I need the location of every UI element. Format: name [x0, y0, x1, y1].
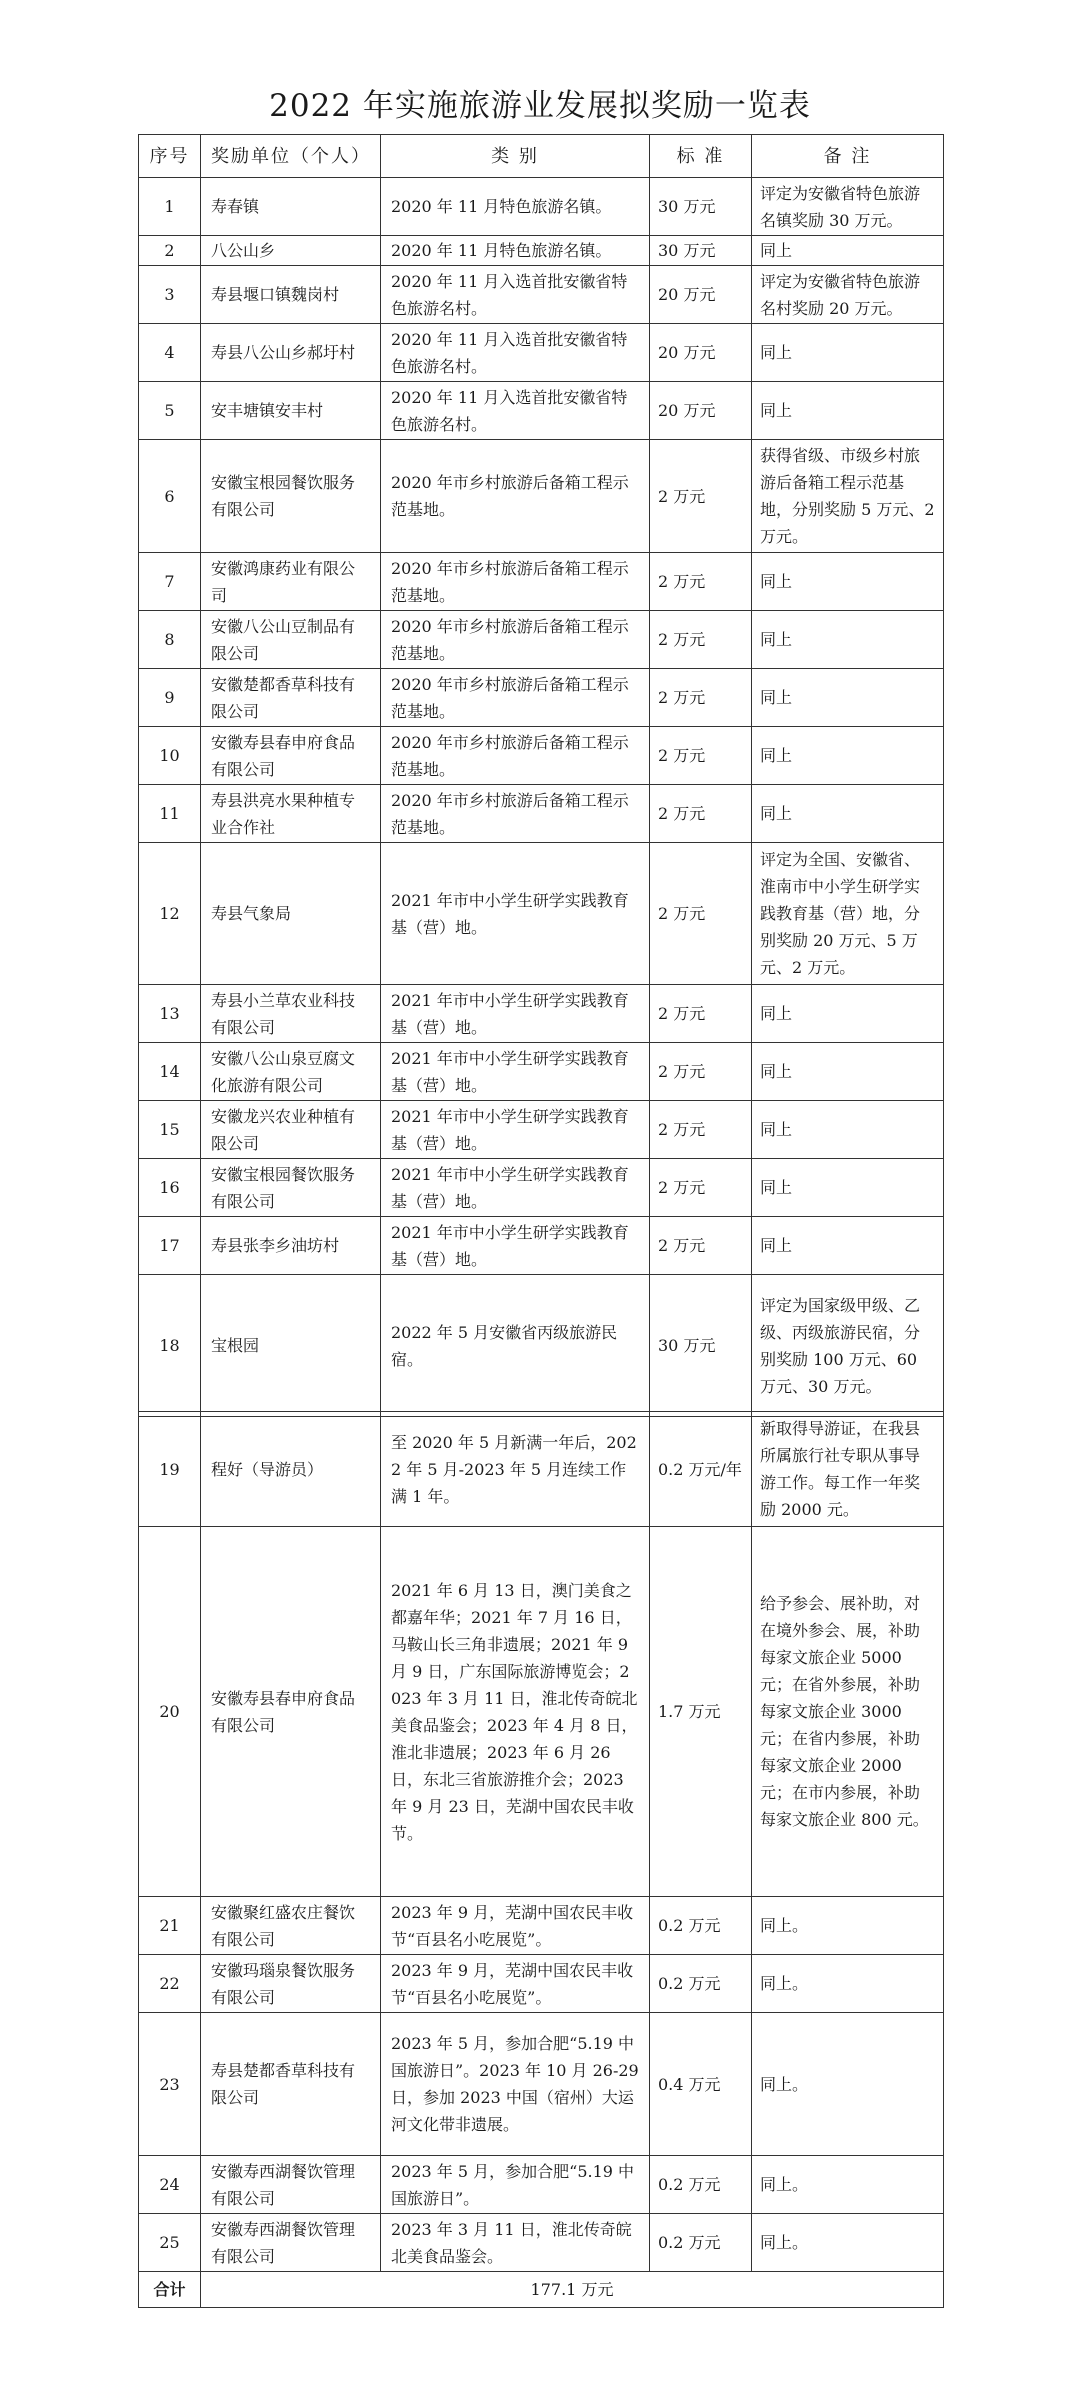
row-remark: 同上 — [752, 785, 944, 843]
table-row — [139, 440, 944, 553]
row-unit: 寿县气象局 — [201, 843, 381, 985]
table-row — [139, 1101, 944, 1159]
row-category: 2023 年 9 月，芜湖中国农民丰收节“百县名小吃展览”。 — [381, 1955, 650, 2013]
header-unit: 奖励单位（个人） — [201, 135, 381, 178]
row-no: 10 — [139, 727, 201, 785]
row-category: 2020 年市乡村旅游后备箱工程示范基地。 — [381, 785, 650, 843]
award-table-part-1 — [138, 134, 944, 1417]
row-no: 18 — [139, 1275, 201, 1417]
row-unit: 安丰塘镇安丰村 — [201, 382, 381, 440]
row-category: 2020 年 11 月入选首批安徽省特色旅游名村。 — [381, 266, 650, 324]
table-row — [139, 843, 944, 985]
award-table-part-2 — [138, 1411, 944, 2308]
row-remark: 同上 — [752, 553, 944, 611]
row-category: 2023 年 3 月 11 日，淮北传奇皖北美食品鉴会。 — [381, 2214, 650, 2272]
row-standard: 2 万元 — [650, 553, 752, 611]
row-unit: 寿县张李乡油坊村 — [201, 1217, 381, 1275]
row-unit: 安徽龙兴农业种植有限公司 — [201, 1101, 381, 1159]
row-category: 2020 年 11 月特色旅游名镇。 — [381, 236, 650, 266]
table-row — [139, 1897, 944, 1955]
row-unit: 安徽寿县春申府食品有限公司 — [201, 727, 381, 785]
row-remark: 新取得导游证，在我县所属旅行社专职从事导游工作。每工作一年奖励 2000 元。 — [752, 1412, 944, 1527]
row-category: 2020 年 11 月入选首批安徽省特色旅游名村。 — [381, 324, 650, 382]
row-remark: 同上 — [752, 669, 944, 727]
row-no: 13 — [139, 985, 201, 1043]
row-no: 4 — [139, 324, 201, 382]
row-no: 9 — [139, 669, 201, 727]
row-standard: 2 万元 — [650, 1217, 752, 1275]
row-standard: 0.2 万元/年 — [650, 1412, 752, 1527]
table-row — [139, 178, 944, 236]
row-remark: 评定为安徽省特色旅游名村奖励 20 万元。 — [752, 266, 944, 324]
row-standard: 0.2 万元 — [650, 2156, 752, 2214]
row-remark: 同上 — [752, 1217, 944, 1275]
row-unit: 寿县堰口镇魏岗村 — [201, 266, 381, 324]
table-row — [139, 1527, 944, 1897]
table-row — [139, 236, 944, 266]
row-remark: 同上 — [752, 324, 944, 382]
row-unit: 安徽聚红盛农庄餐饮有限公司 — [201, 1897, 381, 1955]
row-remark: 同上 — [752, 985, 944, 1043]
row-no: 19 — [139, 1412, 201, 1527]
row-unit: 安徽宝根园餐饮服务有限公司 — [201, 440, 381, 553]
row-standard: 2 万元 — [650, 785, 752, 843]
row-standard: 2 万元 — [650, 611, 752, 669]
row-unit: 安徽鸿康药业有限公司 — [201, 553, 381, 611]
row-remark: 同上。 — [752, 1955, 944, 2013]
row-category: 2020 年 11 月特色旅游名镇。 — [381, 178, 650, 236]
row-unit: 安徽楚都香草科技有限公司 — [201, 669, 381, 727]
row-standard: 2 万元 — [650, 669, 752, 727]
row-category: 2021 年市中小学生研学实践教育基（营）地。 — [381, 1159, 650, 1217]
row-category: 2021 年市中小学生研学实践教育基（营）地。 — [381, 1217, 650, 1275]
row-standard: 2 万元 — [650, 1101, 752, 1159]
total-value: 177.1 万元 — [201, 2272, 944, 2308]
row-unit: 寿县洪亮水果种植专业合作社 — [201, 785, 381, 843]
table-header-row — [139, 135, 944, 178]
row-unit: 安徽寿县春申府食品有限公司 — [201, 1527, 381, 1897]
row-no: 1 — [139, 178, 201, 236]
row-no: 21 — [139, 1897, 201, 1955]
row-unit: 寿县小兰草农业科技有限公司 — [201, 985, 381, 1043]
row-unit: 安徽八公山泉豆腐文化旅游有限公司 — [201, 1043, 381, 1101]
row-no: 11 — [139, 785, 201, 843]
row-no: 25 — [139, 2214, 201, 2272]
row-no: 14 — [139, 1043, 201, 1101]
row-standard: 20 万元 — [650, 324, 752, 382]
row-no: 23 — [139, 2013, 201, 2156]
row-unit: 宝根园 — [201, 1275, 381, 1417]
row-category: 2021 年 6 月 13 日，澳门美食之都嘉年华；2021 年 7 月 16 日，马鞍山长三角非遗展；2021 年 9 月 9 日，广东国际旅游博览会；2023 年 3 月 11 日，淮北传奇皖北美食品鉴会；2023 年 4 月 8 日，淮北非遗展；2023 年 6 月 26 日，东北三省旅游推介会；2023 年 9 月 23 日，芜湖中国农民丰收节。 — [381, 1527, 650, 1897]
table-row — [139, 324, 944, 382]
table-row — [139, 553, 944, 611]
table-row — [139, 1217, 944, 1275]
row-category: 2020 年市乡村旅游后备箱工程示范基地。 — [381, 611, 650, 669]
table-row — [139, 1043, 944, 1101]
row-no: 22 — [139, 1955, 201, 2013]
row-standard: 30 万元 — [650, 1275, 752, 1417]
row-no: 2 — [139, 236, 201, 266]
row-unit: 安徽寿西湖餐饮管理有限公司 — [201, 2214, 381, 2272]
table-row — [139, 2013, 944, 2156]
table-row — [139, 985, 944, 1043]
row-standard: 2 万元 — [650, 843, 752, 985]
row-remark: 评定为安徽省特色旅游名镇奖励 30 万元。 — [752, 178, 944, 236]
row-standard: 2 万元 — [650, 1159, 752, 1217]
row-standard: 20 万元 — [650, 382, 752, 440]
header-remark: 备 注 — [752, 135, 944, 178]
table-row — [139, 727, 944, 785]
header-no: 序号 — [139, 135, 201, 178]
row-category: 2020 年 11 月入选首批安徽省特色旅游名村。 — [381, 382, 650, 440]
row-remark: 同上。 — [752, 1897, 944, 1955]
row-category: 2023 年 5 月，参加合肥“5.19 中国旅游日”。 — [381, 2156, 650, 2214]
row-category: 至 2020 年 5 月新满一年后，2022 年 5 月-2023 年 5 月连续工作满 1 年。 — [381, 1412, 650, 1527]
row-category: 2023 年 9 月，芜湖中国农民丰收节“百县名小吃展览”。 — [381, 1897, 650, 1955]
row-remark: 同上。 — [752, 2156, 944, 2214]
row-remark: 同上 — [752, 727, 944, 785]
row-remark: 同上 — [752, 1043, 944, 1101]
row-remark: 给予参会、展补助，对在境外参会、展，补助每家文旅企业 5000 元；在省外参展，补助每家文旅企业 3000 元；在省内参展，补助每家文旅企业 2000 元；在市内参展，补助每家文旅企业 800 元。 — [752, 1527, 944, 1897]
row-unit: 程好（导游员） — [201, 1412, 381, 1527]
row-unit: 八公山乡 — [201, 236, 381, 266]
total-row — [139, 2272, 944, 2308]
row-remark: 同上。 — [752, 2013, 944, 2156]
row-standard: 2 万元 — [650, 727, 752, 785]
row-no: 24 — [139, 2156, 201, 2214]
row-remark: 同上 — [752, 1101, 944, 1159]
row-unit: 安徽宝根园餐饮服务有限公司 — [201, 1159, 381, 1217]
row-standard: 0.2 万元 — [650, 2214, 752, 2272]
table-row — [139, 1275, 944, 1417]
table-row — [139, 1955, 944, 2013]
table-row — [139, 2156, 944, 2214]
row-unit: 寿县楚都香草科技有限公司 — [201, 2013, 381, 2156]
row-no: 5 — [139, 382, 201, 440]
row-standard: 30 万元 — [650, 178, 752, 236]
row-standard: 0.4 万元 — [650, 2013, 752, 2156]
row-no: 8 — [139, 611, 201, 669]
row-category: 2020 年市乡村旅游后备箱工程示范基地。 — [381, 440, 650, 553]
table-row — [139, 2214, 944, 2272]
row-no: 12 — [139, 843, 201, 985]
row-unit: 寿县八公山乡郝圩村 — [201, 324, 381, 382]
table-row — [139, 382, 944, 440]
row-remark: 获得省级、市级乡村旅游后备箱工程示范基地，分别奖励 5 万元、2 万元。 — [752, 440, 944, 553]
total-label: 合计 — [139, 2272, 201, 2308]
row-no: 17 — [139, 1217, 201, 1275]
table-row — [139, 266, 944, 324]
row-standard: 0.2 万元 — [650, 1897, 752, 1955]
row-remark: 同上。 — [752, 2214, 944, 2272]
row-standard: 2 万元 — [650, 440, 752, 553]
table-row — [139, 611, 944, 669]
row-category: 2020 年市乡村旅游后备箱工程示范基地。 — [381, 553, 650, 611]
header-category: 类 别 — [381, 135, 650, 178]
row-standard: 2 万元 — [650, 985, 752, 1043]
row-remark: 评定为国家级甲级、乙级、丙级旅游民宿，分别奖励 100 万元、60 万元、30 万元。 — [752, 1275, 944, 1417]
table-row — [139, 669, 944, 727]
row-remark: 同上 — [752, 611, 944, 669]
row-unit: 寿春镇 — [201, 178, 381, 236]
row-remark: 同上 — [752, 1159, 944, 1217]
row-unit: 安徽玛瑙泉餐饮服务有限公司 — [201, 1955, 381, 2013]
header-standard: 标 准 — [650, 135, 752, 178]
table-row — [139, 1159, 944, 1217]
row-unit: 安徽寿西湖餐饮管理有限公司 — [201, 2156, 381, 2214]
row-standard: 0.2 万元 — [650, 1955, 752, 2013]
row-category: 2023 年 5 月，参加合肥“5.19 中国旅游日”。2023 年 10 月 26-29 日，参加 2023 中国（宿州）大运河文化带非遗展。 — [381, 2013, 650, 2156]
row-unit: 安徽八公山豆制品有限公司 — [201, 611, 381, 669]
row-remark: 同上 — [752, 236, 944, 266]
row-no: 15 — [139, 1101, 201, 1159]
row-remark: 评定为全国、安徽省、淮南市中小学生研学实践教育基（营）地，分别奖励 20 万元、5 万元、2 万元。 — [752, 843, 944, 985]
page-title: 2022 年实施旅游业发展拟奖励一览表 — [269, 88, 811, 124]
row-remark: 同上 — [752, 382, 944, 440]
row-no: 3 — [139, 266, 201, 324]
row-category: 2021 年市中小学生研学实践教育基（营）地。 — [381, 1043, 650, 1101]
row-standard: 1.7 万元 — [650, 1527, 752, 1897]
row-no: 16 — [139, 1159, 201, 1217]
row-standard: 2 万元 — [650, 1043, 752, 1101]
row-standard: 20 万元 — [650, 266, 752, 324]
row-category: 2021 年市中小学生研学实践教育基（营）地。 — [381, 843, 650, 985]
row-no: 20 — [139, 1527, 201, 1897]
row-category: 2020 年市乡村旅游后备箱工程示范基地。 — [381, 727, 650, 785]
row-no: 6 — [139, 440, 201, 553]
row-category: 2021 年市中小学生研学实践教育基（营）地。 — [381, 985, 650, 1043]
row-no: 7 — [139, 553, 201, 611]
row-category: 2020 年市乡村旅游后备箱工程示范基地。 — [381, 669, 650, 727]
table-row — [139, 1412, 944, 1527]
row-standard: 30 万元 — [650, 236, 752, 266]
row-category: 2021 年市中小学生研学实践教育基（营）地。 — [381, 1101, 650, 1159]
table-row — [139, 785, 944, 843]
row-category: 2022 年 5 月安徽省丙级旅游民宿。 — [381, 1275, 650, 1417]
